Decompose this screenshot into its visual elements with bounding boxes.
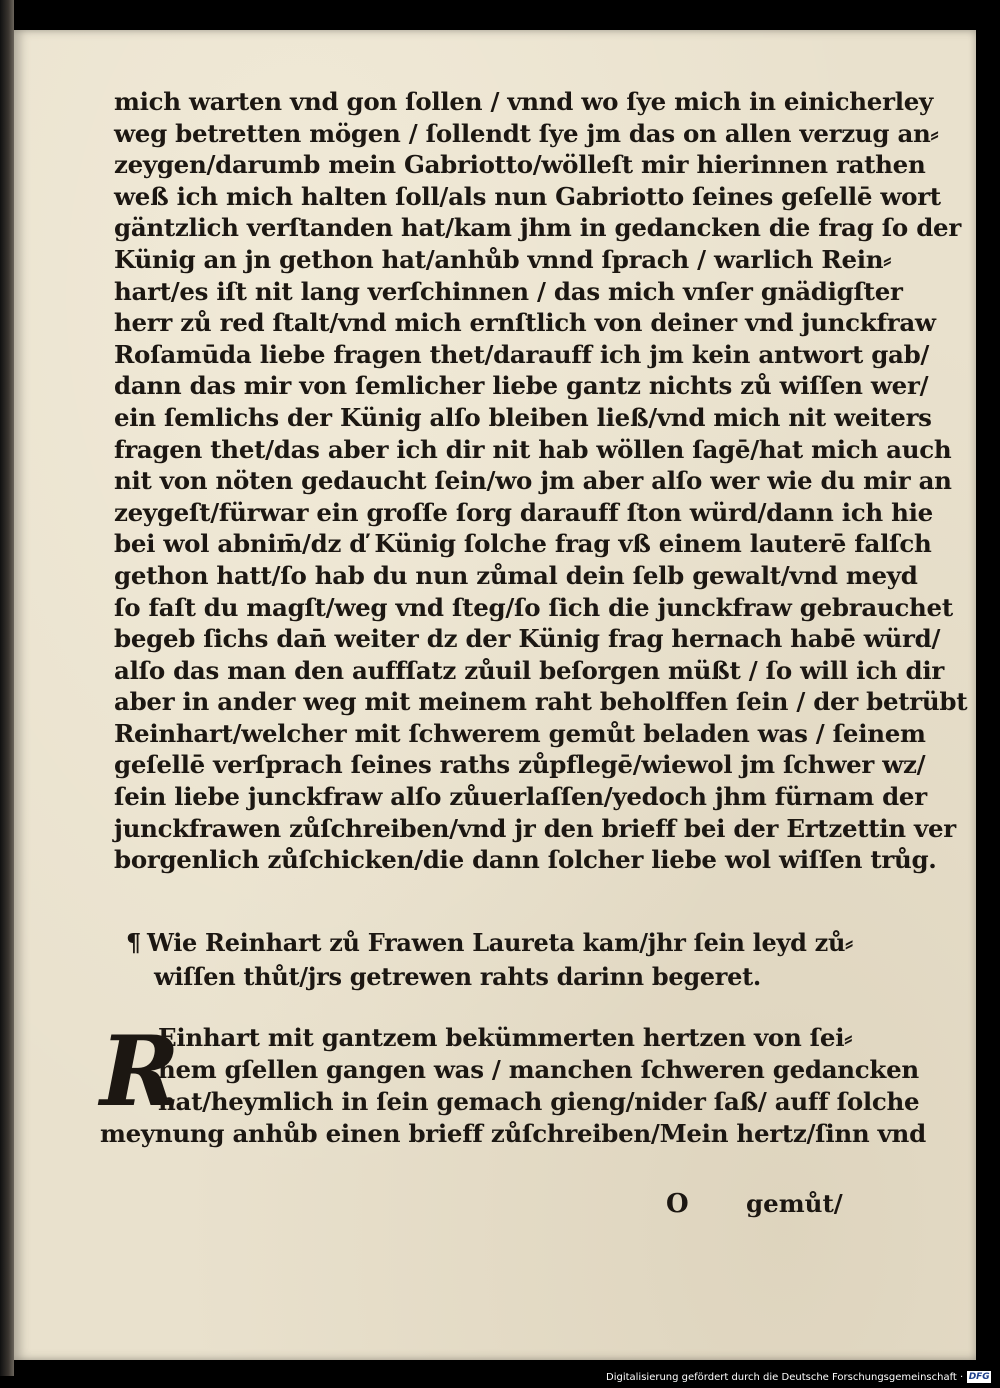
text-line: bei wol abnim̄/dz ď Künig ſolche frag vß einem lauterē falſch	[114, 529, 932, 559]
text-line: zeygeſt/fürwar ein groſſe ſorg darauff ſton würd/dann ich hie	[114, 497, 933, 527]
text-line: Künig an jn gethon hat/anhůb vnnd ſprach / warlich Rein⸗	[114, 244, 892, 274]
text-line: mich warten vnd gon ſollen / vnnd wo ſye mich in einicherley	[114, 87, 933, 116]
text-line: Reinhart/welcher mit ſchwerem gemůt beladen was / ſeinem	[114, 718, 926, 748]
paragraph-second	[100, 1015, 926, 1182]
paragraph-main	[114, 86, 968, 876]
text-line: ein ſemlichs der Künig alſo bleiben ließ/vnd mich nit weiters	[114, 402, 932, 432]
dfg-logo: DFG	[968, 1372, 990, 1382]
text-line: weg betretten mögen / ſollendt ſye jm das on allen verzug an⸗	[114, 118, 939, 148]
text-line: herr zů red ſtalt/vnd mich ernſtlich von deiner vnd junckfraw	[114, 308, 936, 338]
decorated-initial: R	[100, 1015, 180, 1128]
text-line: nem gſellen gangen was / manchen ſchweren gedancken	[158, 1055, 919, 1084]
text-line: fragen thet/das aber ich dir nit hab wöllen ſagē/hat mich auch	[114, 434, 952, 464]
chapter-heading	[126, 926, 853, 994]
text-line: aber in ander weg mit meinem raht beholffen ſein / der betrübt	[114, 687, 968, 717]
text-line: hart/es iſt nit lang verſchinnen / das mich vnſer gnädigſter	[114, 276, 903, 306]
text-line: zeygen/darumb mein Gabriotto/wölleſt mir hierinnen rathen	[114, 150, 926, 180]
heading-text: Wie Reinhart zů Frawen Laureta kam/jhr ſein leyd zů⸗	[146, 928, 853, 957]
signature-mark: O	[666, 1189, 689, 1219]
text-line: gethon hatt/ſo hab du nun zůmal dein ſelb gewalt/vnd meyd	[114, 560, 918, 590]
text-line: hat/heymlich in ſein gemach gieng/nider ſaß/ auff ſolche	[158, 1087, 920, 1116]
text-line: begeb ſichs dan̄ weiter dz der Künig frag hernach habē würd/	[114, 624, 941, 654]
heading-line: wiſſen thůt/jrs getrewen rahts darinn begeret.	[154, 962, 761, 991]
text-line: ſo faſt du magſt/weg vnd ſteg/ſo ſich die junckfraw gebrauchet	[114, 592, 953, 622]
text-line: gäntzlich verſtanden hat/kam jhm in gedancken die frag ſo der	[114, 213, 961, 243]
text-line: meynung anhůb einen brieff zůſchreiben/Mein hertz/ſinn vnd	[100, 1119, 926, 1148]
text-line: weß ich mich halten ſoll/als nun Gabriotto ſeines geſellē wort	[114, 181, 941, 211]
text-line: Roſamūda liebe fragen thet/darauff ich jm kein antwort gab/	[114, 339, 930, 369]
catchword: gemůt/	[746, 1189, 843, 1218]
text-line: ſein liebe junckfraw alſo zůuerlaſſen/yedoch jhm fürnam der	[114, 782, 927, 812]
heading-line	[126, 926, 853, 960]
book-page	[14, 30, 976, 1360]
text-line: nit von nöten gedaucht ſein/wo jm aber alſo wer wie du mir an	[114, 466, 952, 496]
text-line: alſo das man den auffſatz zůuil beſorgen müßt / ſo will ich dir	[114, 655, 944, 685]
text-line: Einhart mit gantzem bekümmerten hertzen von ſei⸗	[158, 1023, 853, 1052]
digitization-credit	[606, 1368, 1000, 1388]
pilcrow-mark: ¶	[126, 928, 141, 957]
text-line: junckfrawen zůſchreiben/vnd jr den brieff bei der Ertzettin ver	[114, 813, 956, 843]
text-line: dann das mir von ſemlicher liebe gantz nichts zů wiſſen wer/	[114, 371, 929, 401]
credit-text: Digitalisierung gefördert durch die Deutsche Forschungsgemeinschaft ·	[606, 1372, 964, 1383]
text-line: geſellē verſprach ſeines raths zůpflegē/wiewol jm ſchwer wz/	[114, 750, 926, 780]
text-line: borgenlich zůſchicken/die dann ſolcher liebe wol wiſſen trůg.	[114, 845, 937, 875]
book-edge	[0, 0, 14, 1376]
